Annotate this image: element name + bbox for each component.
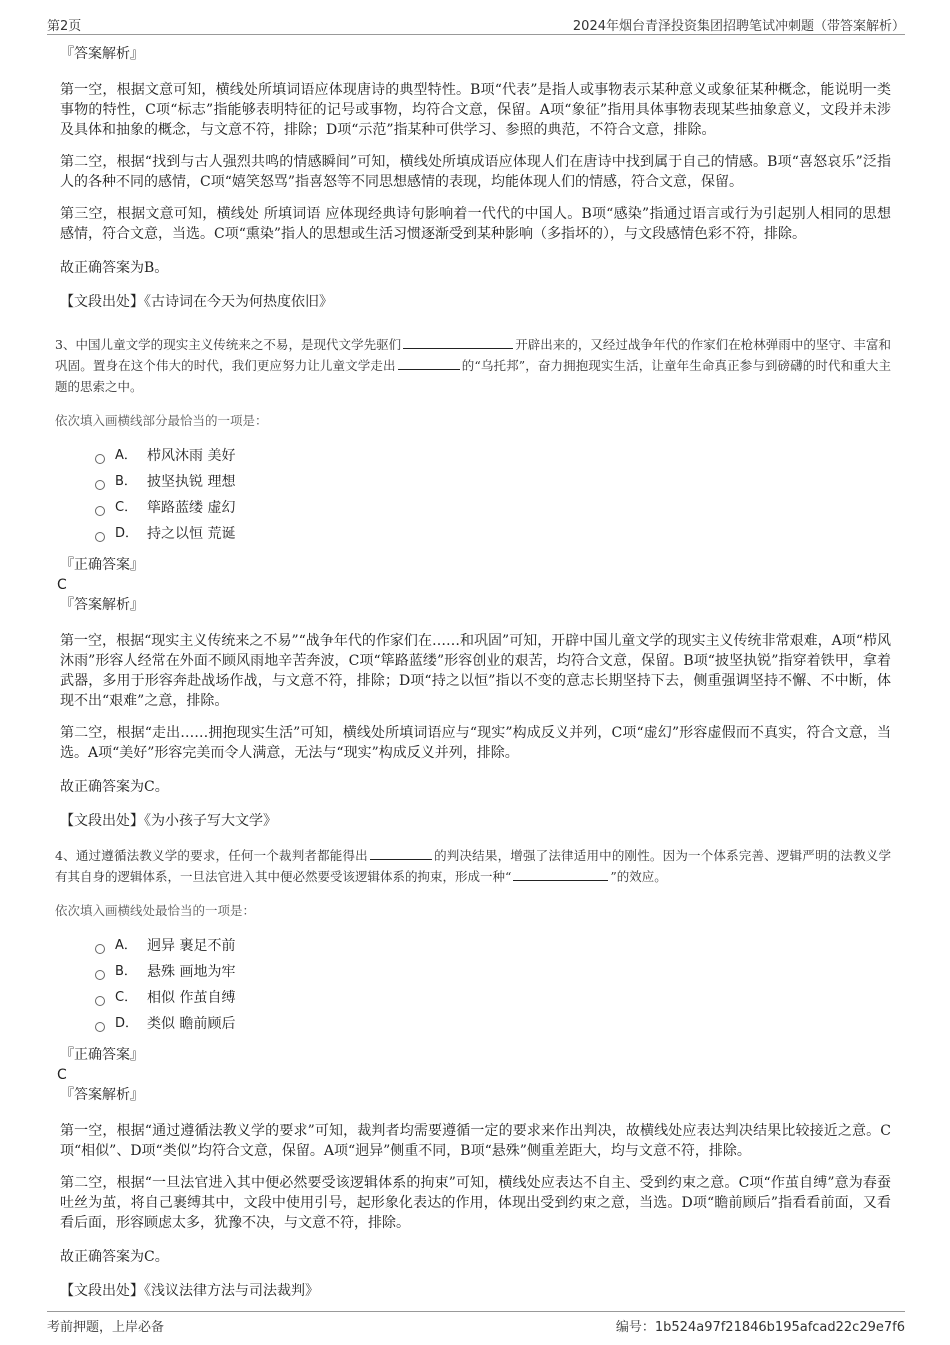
- radio-icon[interactable]: [95, 480, 105, 490]
- page-header: [47, 12, 905, 35]
- options-list: [57, 443, 891, 547]
- question-3: [55, 334, 891, 397]
- question-text: 开辟出来的，又经过战争年代的作家们在枪林弹雨中的坚守、丰富和巩固。置身在这个伟大的时代，我们更应努力让儿童文学走出: [55, 337, 891, 373]
- analysis-label: 『答案解析』: [60, 1087, 144, 1103]
- analysis-paragraph: 第二空，根据“一旦法官进入其中便必然要受该逻辑体系的拘束”可知，横线处应表达不自主、受到约束之意。C项“作茧自缚”意为春蚕吐丝为茧，将自己裹缚其中，文段中使用引号，起形象化表达的作用，体现出受到约束之意，当选。D项“瞻前顾后”指看看前面，又看看后面，形容顾虑太多，犹豫不决，与文意不符，排除。: [60, 1175, 891, 1231]
- question-4: [55, 845, 891, 887]
- conclusion: 故正确答案为C。: [60, 1249, 169, 1265]
- option-d[interactable]: D． 类似 瞻前顾后: [95, 1011, 891, 1037]
- option-c[interactable]: C． 筚路蓝缕 虚幻: [95, 495, 891, 521]
- question-text: 的判决结果，增强了法律适用中的刚性。因为一个体系完善、逻辑严明的法教义学有其自身的逻辑体系，一旦法官进入其中便必然要受该逻辑体系的拘束，形成一种“: [55, 848, 891, 884]
- document-body: [57, 44, 891, 1301]
- source-title: 《浅议法律方法与司法裁判》: [144, 1283, 319, 1299]
- question-prompt: 依次填入画横线处最恰当的一项是：: [55, 903, 256, 918]
- analysis-paragraph: 第二空，根据“找到与古人强烈共鸣的情感瞬间”可知，横线处所填成语应体现人们在唐诗中找到属于自己的情感。B项“喜怒哀乐”泛指人的各种不同的感情，C项“嬉笑怒骂”指喜怒等不同思想感情的表现，均能体现人们的情感，符合文意，保留。: [60, 154, 891, 190]
- option-b[interactable]: B． 悬殊 画地为牢: [95, 959, 891, 985]
- option-b[interactable]: B． 披坚执锐 理想: [95, 469, 891, 495]
- radio-icon[interactable]: [95, 970, 105, 980]
- radio-icon[interactable]: [95, 532, 105, 542]
- source-line: [60, 1281, 891, 1301]
- question-prompt: 依次填入画横线部分最恰当的一项是：: [55, 413, 268, 428]
- correct-answer-label: 『正确答案』: [60, 557, 144, 573]
- footer-slogan: 考前押题，上岸必备: [47, 1320, 165, 1335]
- correct-answer: C: [57, 1067, 67, 1083]
- source-title: 《古诗词在今天为何热度依旧》: [144, 294, 333, 310]
- analysis-paragraph: 第一空，根据文意可知，横线处所填词语应体现唐诗的典型特性。B项“代表”是指人或事物表示某种意义或象征某种概念，能说明一类事物的特性，C项“标志”指能够表明特征的记号或事物，均符合文意，保留。A项“象征”指用具体事物表现某些抽象意义，文段并未涉及具体和抽象的概念，与文意不符，排除；D项“示范”指某种可供学习、参照的典范，不符合文意，排除。: [60, 82, 891, 138]
- document-title: 2024年烟台青泽投资集团招聘笔试冲刺题（带答案解析）: [572, 19, 905, 34]
- options-list: [57, 933, 891, 1037]
- correct-answer: C: [57, 577, 67, 593]
- question-text: 4、通过遵循法教义学的要求，任何一个裁判者都能得出: [55, 848, 368, 863]
- analysis-paragraph: 第三空，根据文意可知，横线处 所填词语 应体现经典诗句影响着一代代的中国人。B项“感染”指通过语言或行为引起别人相同的思想感情，符合文意，当选。C项“熏染”指人的思想或生活习惯逐渐受到某种影响（多指坏的），与文段感情色彩不符，排除。: [60, 206, 891, 242]
- answer-blank: [513, 866, 608, 881]
- page-number: 第2页: [47, 19, 82, 34]
- analysis-label: 『答案解析』: [60, 46, 144, 62]
- correct-answer-label: 『正确答案』: [60, 1047, 144, 1063]
- analysis-label: 『答案解析』: [60, 597, 144, 613]
- option-c[interactable]: C． 相似 作茧自缚: [95, 985, 891, 1011]
- source-label: 【文段出处】: [60, 294, 144, 310]
- question-text: 3、中国儿童文学的现实主义传统来之不易，是现代文学先驱们: [55, 337, 402, 352]
- radio-icon[interactable]: [95, 944, 105, 954]
- option-a[interactable]: A． 栉风沐雨 美好: [95, 443, 891, 469]
- question-text: 的“乌托邦”，奋力拥抱现实生活，让童年生命真正参与到磅礴的时代和重大主题的思索之中。: [55, 358, 891, 394]
- radio-icon[interactable]: [95, 506, 105, 516]
- answer-blank: [398, 355, 460, 370]
- source-label: 【文段出处】: [60, 1283, 144, 1299]
- analysis-paragraph: 第一空，根据“通过遵循法教义学的要求”可知，裁判者均需要遵循一定的要求来作出判决，故横线处应表达判决结果比较接近之意。C项“相似”、D项“类似”均符合文意，保留。A项“迥异”侧重不同，B项“悬殊”侧重差距大，均与文意不符，排除。: [60, 1123, 891, 1159]
- radio-icon[interactable]: [95, 454, 105, 464]
- source-line: [60, 811, 891, 831]
- analysis-paragraph: 第一空，根据“现实主义传统来之不易”“战争年代的作家们在……和巩固”可知，开辟中国儿童文学的现实主义传统非常艰难，A项“栉风沐雨”形容人经常在外面不顾风雨地辛苦奔波，C项“筚路蓝缕”形容创业的艰苦，均符合文意，保留。B项“披坚执锐”指穿着铁甲，拿着武器，多用于形容奔赴战场作战，与文意不符，排除；D项“持之以恒”指以不变的意志长期坚持下去，侧重强调坚持不懈、不中断，体现不出“艰难”之意，排除。: [60, 633, 891, 709]
- analysis-paragraph: 第二空，根据“走出……拥抱现实生活”可知，横线处所填词语应与“现实”构成反义并列，C项“虚幻”形容虚假而不真实，符合文意，当选。A项“美好”形容完美而令人满意，无法与“现实”构成反义并列，排除。: [60, 725, 891, 761]
- page-footer: [47, 1311, 905, 1335]
- source-line: [60, 292, 891, 312]
- source-label: 【文段出处】: [60, 813, 144, 829]
- option-d[interactable]: D． 持之以恒 荒诞: [95, 521, 891, 547]
- document-id: 编号：1b524a97f21846b195afcad22c29e7f6: [615, 1320, 905, 1335]
- radio-icon[interactable]: [95, 1022, 105, 1032]
- answer-blank: [403, 334, 513, 349]
- option-a[interactable]: A． 迥异 裹足不前: [95, 933, 891, 959]
- answer-blank: [370, 845, 432, 860]
- conclusion: 故正确答案为C。: [60, 779, 169, 795]
- source-title: 《为小孩子写大文学》: [144, 813, 277, 829]
- question-text: ”的效应。: [610, 869, 667, 884]
- conclusion: 故正确答案为B。: [60, 260, 169, 276]
- radio-icon[interactable]: [95, 996, 105, 1006]
